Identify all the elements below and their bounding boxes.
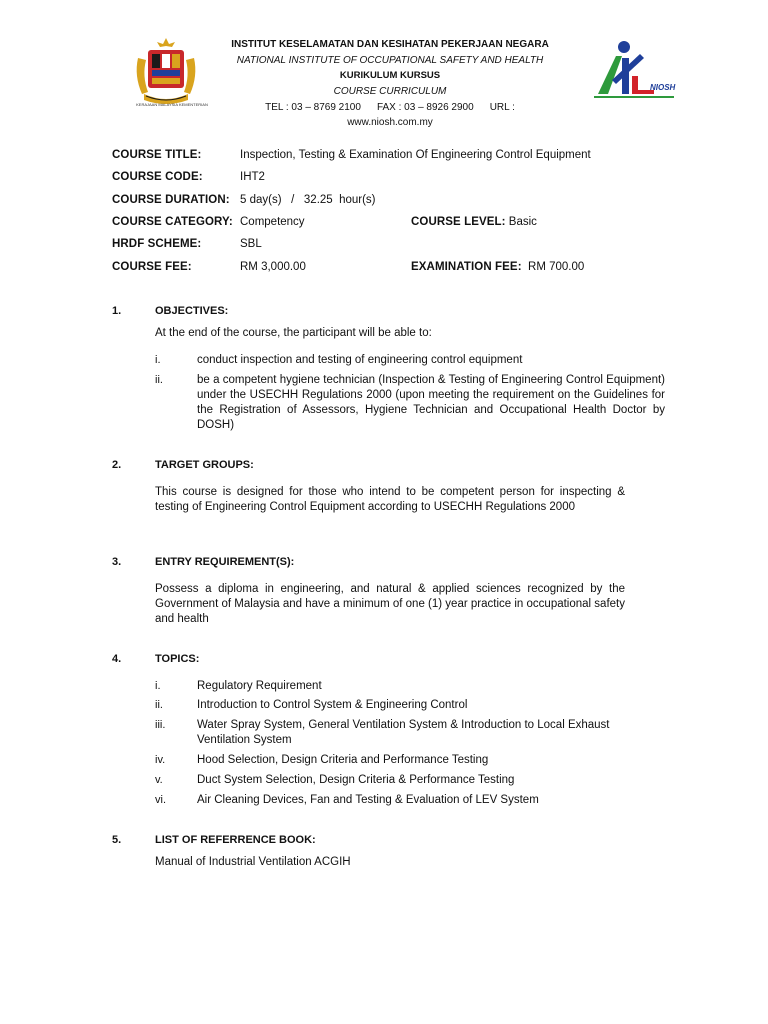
topic-item: Water Spray System, General Ventilation System & Introduction to Local Exhaust Ventilation System [197,719,610,746]
topic-item: Air Cleaning Devices, Fan and Testing & Evaluation of LEV System [197,794,539,806]
section-number-reference: 5. [112,834,122,846]
course-duration-value: 5 day(s) / 32.25 hour(s) [240,194,376,206]
topic-number: v. [155,774,163,786]
section-title-topics: TOPICS: [155,653,200,665]
objectives-intro: At the end of the course, the participant will be able to: [155,327,432,339]
curriculum-title-english: COURSE CURRICULUM [333,86,447,97]
topic-number: ii. [155,699,163,711]
niosh-logo-icon [588,40,680,104]
course-title-value: Inspection, Testing & Examination Of Engineering Control Equipment [240,149,591,161]
topic-item: Duct System Selection, Design Criteria & Performance Testing [197,774,515,786]
topic-number: vi. [155,794,166,806]
topic-number: i. [155,680,161,692]
course-duration-label: COURSE DURATION: [112,194,230,206]
objective-item: conduct inspection and testing of engineering control equipment [197,354,523,366]
section-number-target: 2. [112,459,122,471]
examination-fee-value: RM 700.00 [528,261,585,273]
curriculum-title-malay: KURIKULUM KURSUS [339,70,441,81]
topic-item: Hood Selection, Design Criteria and Performance Testing [197,754,489,766]
institute-name-malay: INSTITUT KESELAMATAN DAN KESIHATAN PEKERJAAN NEGARA [231,39,549,50]
website-link[interactable]: www.niosh.com.my [347,117,433,128]
section-title-reference: LIST OF REFERRENCE BOOK: [155,834,316,846]
hrdf-scheme-label: HRDF SCHEME: [112,238,202,250]
course-category-value: Competency [240,216,305,228]
hrdf-scheme-value: SBL [240,238,262,250]
reference-book-text: Manual of Industrial Ventilation ACGIH [155,856,351,868]
course-title-label: COURSE TITLE: [112,149,202,161]
institute-name-english: NATIONAL INSTITUTE OF OCCUPATIONAL SAFETY AND HEALTH [236,55,544,66]
course-fee-value: RM 3,000.00 [240,261,306,273]
crest-caption: KERAJAAN MALAYSIA KEMENTERIAN [136,103,208,107]
examination-fee-label: EXAMINATION FEE: [411,261,522,273]
target-groups-text: This course is designed for those who intend to be competent person for inspecting & testing of Engineering Control Equipment according to USECHH Regulations 2000 [155,486,625,513]
url-label: URL : [489,102,515,113]
section-title-entry: ENTRY REQUIREMENT(S): [155,556,295,568]
entry-requirement-text: Possess a diploma in engineering, and natural & applied sciences recognized by the Government of Malaysia and have a minimum of one (1) year practice in occupational safety and health [155,583,625,625]
objective-number: ii. [155,374,163,386]
niosh-logo-text: NIOSH [650,83,676,92]
coat-of-arms-icon [128,36,204,108]
course-code-value: IHT2 [240,171,265,183]
objective-item: be a competent hygiene technician (Inspection & Testing of Engineering Control Equipment) under the USECHH Regulations 2000 (upon meeting the requirement on the Guidelines for the Registration of Assessors, Hygiene Technician and Occupational Health Doctor by DOSH) [197,374,665,431]
telephone: TEL : 03 – 8769 2100 [265,102,361,113]
topic-item: Regulatory Requirement [197,680,322,692]
section-number-objectives: 1. [112,305,122,317]
course-level [411,214,537,230]
topic-item: Introduction to Control System & Engineering Control [197,699,468,711]
course-code-label: COURSE CODE: [112,171,203,183]
section-title-target: TARGET GROUPS: [155,459,254,471]
objective-number: i. [155,354,161,366]
fax: FAX : 03 – 8926 2900 [376,102,474,113]
topic-number: iii. [155,719,166,731]
examination-fee [411,259,584,275]
section-title-objectives: OBJECTIVES: [155,305,229,317]
course-category-label: COURSE CATEGORY: [112,216,233,228]
course-level-label: COURSE LEVEL: [411,216,506,228]
contact-line [200,100,580,115]
section-number-topics: 4. [112,653,122,665]
course-fee-label: COURSE FEE: [112,261,192,273]
section-number-entry: 3. [112,556,122,568]
course-level-value: Basic [508,216,537,228]
topic-number: iv. [155,754,166,766]
